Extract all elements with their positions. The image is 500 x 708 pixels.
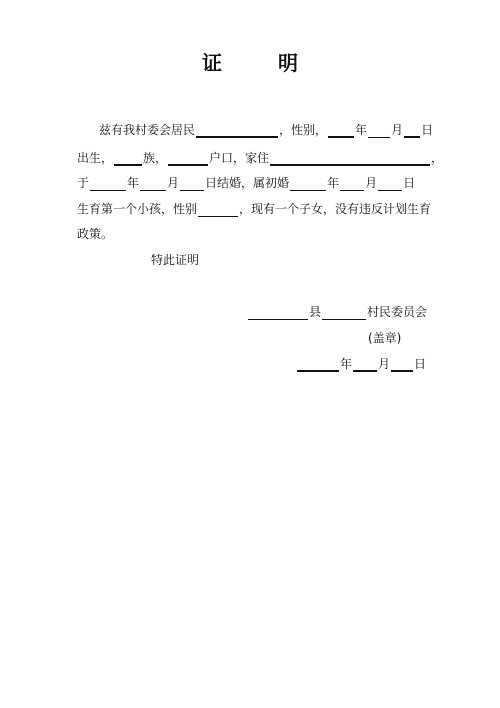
gender-blank[interactable] bbox=[328, 123, 354, 138]
address-blank[interactable] bbox=[270, 151, 430, 166]
county-blank[interactable] bbox=[248, 306, 308, 320]
body-line-5 bbox=[77, 226, 423, 242]
date-month: 月 bbox=[378, 357, 391, 371]
date-month-blank[interactable] bbox=[353, 357, 377, 372]
child-month-blank[interactable] bbox=[340, 177, 364, 191]
text-year-2: 年 bbox=[127, 176, 140, 190]
committee-suffix: 村民委员会 bbox=[367, 305, 428, 319]
body-line-3 bbox=[77, 175, 423, 191]
document-title: 证 明 bbox=[202, 51, 316, 75]
child-gender-blank[interactable] bbox=[198, 203, 238, 217]
body-line-1 bbox=[99, 122, 434, 138]
marriage-day-blank[interactable] bbox=[180, 177, 204, 191]
birth-month-blank[interactable] bbox=[368, 124, 390, 138]
marriage-year-blank[interactable] bbox=[90, 177, 126, 191]
text-day-3: 日 bbox=[403, 176, 416, 190]
hukou-blank[interactable] bbox=[168, 151, 208, 166]
text-month-2: 月 bbox=[167, 176, 180, 190]
text-year-3: 年 bbox=[327, 176, 340, 190]
date-line bbox=[296, 356, 426, 372]
body-line-4 bbox=[77, 201, 432, 217]
village-blank[interactable] bbox=[322, 306, 366, 320]
text-gender: ，性别， bbox=[279, 123, 328, 137]
date-day: 日 bbox=[414, 357, 427, 371]
text-hukou: 户口，家住 bbox=[209, 151, 270, 165]
text-ethnicity: 族， bbox=[143, 151, 168, 165]
text-month-1: 月 bbox=[391, 123, 404, 137]
date-year-blank[interactable] bbox=[297, 357, 339, 372]
name-blank[interactable] bbox=[196, 123, 278, 138]
text-day-1: 日 bbox=[421, 123, 434, 137]
body-line-2 bbox=[77, 150, 444, 166]
seal-text: (盖章) bbox=[368, 331, 402, 345]
county-suffix: 县 bbox=[309, 305, 322, 319]
text-comma: ， bbox=[431, 151, 444, 165]
signature-line bbox=[247, 304, 427, 320]
text-resident: 兹有我村委会居民 bbox=[99, 123, 196, 137]
closing-text: 特此证明 bbox=[151, 253, 200, 267]
ethnicity-blank[interactable] bbox=[114, 151, 142, 166]
birth-day-blank[interactable] bbox=[404, 123, 420, 138]
text-policy: ，现有一个子女，没有违反计划生育 bbox=[239, 202, 432, 216]
text-birth: 出生， bbox=[77, 151, 114, 165]
date-year: 年 bbox=[340, 357, 353, 371]
text-on: 于 bbox=[77, 176, 90, 190]
date-day-blank[interactable] bbox=[391, 357, 413, 372]
child-day-blank[interactable] bbox=[378, 177, 402, 191]
text-first-child: 生育第一个小孩，性别 bbox=[77, 202, 198, 216]
text-policy-end: 政策。 bbox=[77, 227, 114, 241]
child-year-blank[interactable] bbox=[290, 177, 326, 191]
marriage-month-blank[interactable] bbox=[140, 177, 166, 191]
text-married: 日结婚，属初婚 bbox=[205, 176, 290, 190]
text-year-1: 年 bbox=[355, 123, 368, 137]
text-month-3: 月 bbox=[365, 176, 378, 190]
